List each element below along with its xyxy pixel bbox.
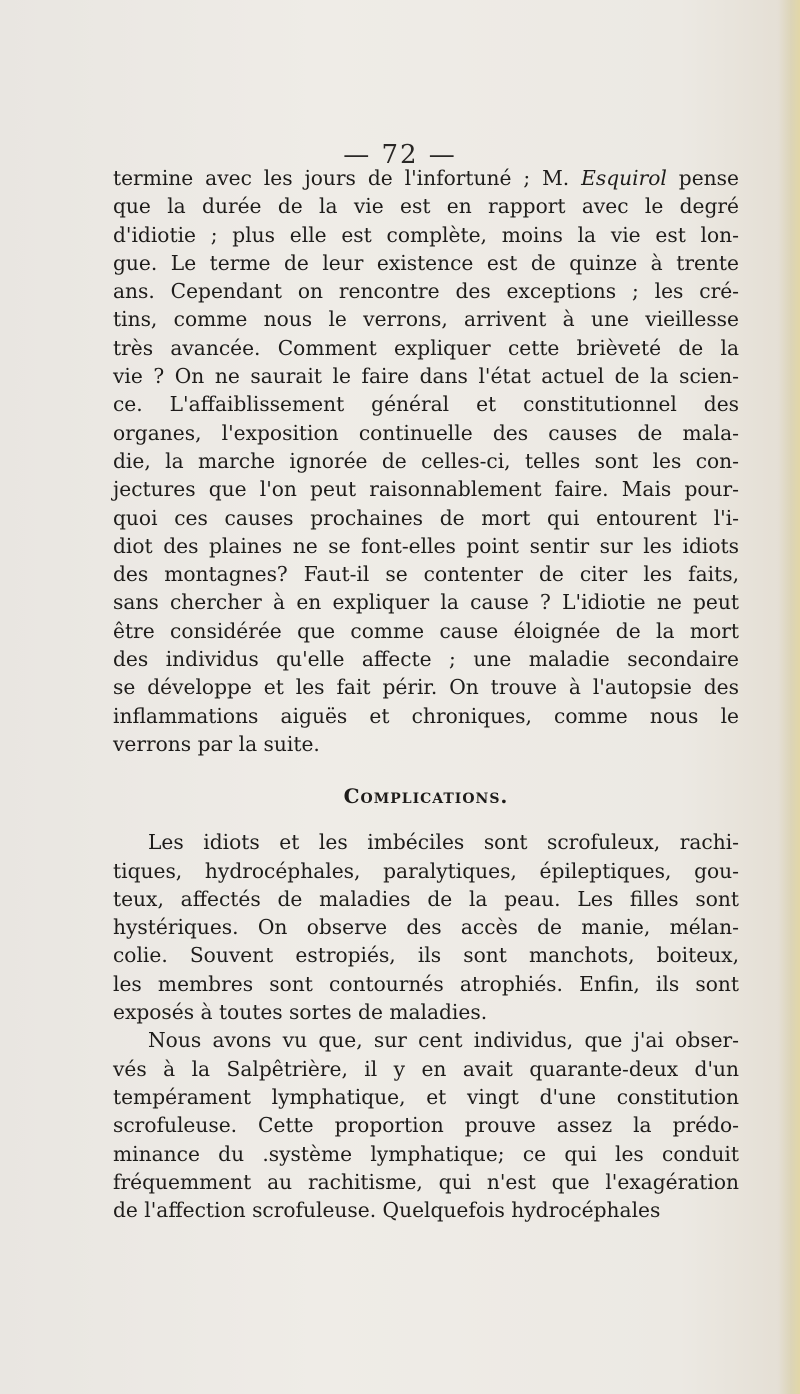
text-line: vés à la Salpêtrière, il y en avait quarante-deux d'un [113, 1056, 739, 1081]
text-line: hystériques. On observe des accès de manie, mélan- [113, 915, 739, 940]
text-line [113, 164, 739, 192]
text-line: de l'affection scrofuleuse. Quelquefois hydrocéphales [113, 1198, 661, 1223]
text-line: diot des plaines ne se font-elles point sentir sur les idiots [113, 533, 739, 558]
text-line: les membres sont contournés atrophiés. Enfin, ils sont [113, 971, 739, 996]
text-line: être considérée que comme cause éloignée de la mort [113, 618, 739, 643]
text-line: que la durée de la vie est en rapport avec le degré [113, 194, 739, 219]
page-number: — 72 — [343, 140, 457, 170]
text-line: jectures que l'on peut raisonnablement faire. Mais pour- [113, 477, 739, 502]
text-line: teux, affectés de maladies de la peau. Les filles sont [113, 886, 739, 911]
text-line: Les idiots et les imbéciles sont scrofuleux, rachi- [148, 830, 739, 855]
text-line: minance du .système lymphatique; ce qui les conduit [113, 1141, 739, 1166]
author-name-italic: Esquirol [581, 166, 667, 190]
text-line: inflammations aiguës et chroniques, comme nous le [113, 703, 739, 728]
text-line: des individus qu'elle affecte ; une maladie secondaire [113, 647, 739, 672]
paragraph-complications-1 [113, 828, 739, 1026]
text-line: sans chercher à en expliquer la cause ? L'idiotie ne peut [113, 590, 739, 615]
text-line: ce. L'affaiblissement général et constitutionnel des [113, 392, 739, 417]
body-text [113, 164, 739, 1224]
text-line: organes, l'exposition continuelle des causes de mala- [113, 420, 739, 445]
text-line: verrons par la suite. [113, 731, 320, 756]
text-line: exposés à toutes sortes de maladies. [113, 1000, 488, 1025]
text-span: termine avec les jours de l'infortuné ; M. [113, 166, 582, 190]
page-edge-discoloration [778, 0, 800, 1394]
text-line: ans. Cependant on rencontre des exceptions ; les cré- [113, 279, 739, 304]
text-line: quoi ces causes prochaines de mort qui entourent l'i- [113, 505, 739, 530]
text-line: scrofuleuse. Cette proportion prouve assez la prédo- [113, 1113, 739, 1138]
text-line: très avancée. Comment expliquer cette brièveté de la [113, 335, 739, 360]
paragraph-intro [113, 164, 739, 758]
text-line: gue. Le terme de leur existence est de quinze à trente [113, 250, 739, 275]
text-line: se développe et les fait périr. On trouve à l'autopsie des [113, 675, 739, 700]
text-line: des montagnes? Faut-il se contenter de citer les faits, [113, 562, 739, 587]
text-line: tempérament lymphatique, et vingt d'une constitution [113, 1084, 739, 1109]
text-line: colie. Souvent estropiés, ils sont manchots, boiteux, [113, 943, 739, 968]
text-line: Nous avons vu que, sur cent individus, que j'ai obser- [148, 1028, 739, 1053]
text-line: fréquemment au rachitisme, qui n'est que l'exagération [113, 1169, 739, 1194]
text-span: pense [666, 166, 739, 190]
paragraph-complications-2 [113, 1026, 739, 1224]
section-heading: Complications. [343, 784, 509, 809]
text-line: d'idiotie ; plus elle est complète, moins la vie est lon- [113, 222, 739, 247]
text-line: tiques, hydrocéphales, paralytiques, épileptiques, gou- [113, 858, 739, 883]
text-line: vie ? On ne saurait le faire dans l'état actuel de la scien- [113, 364, 739, 389]
text-line: die, la marche ignorée de celles-ci, telles sont les con- [113, 448, 739, 473]
text-line: tins, comme nous le verrons, arrivent à une vieillesse [113, 307, 739, 332]
